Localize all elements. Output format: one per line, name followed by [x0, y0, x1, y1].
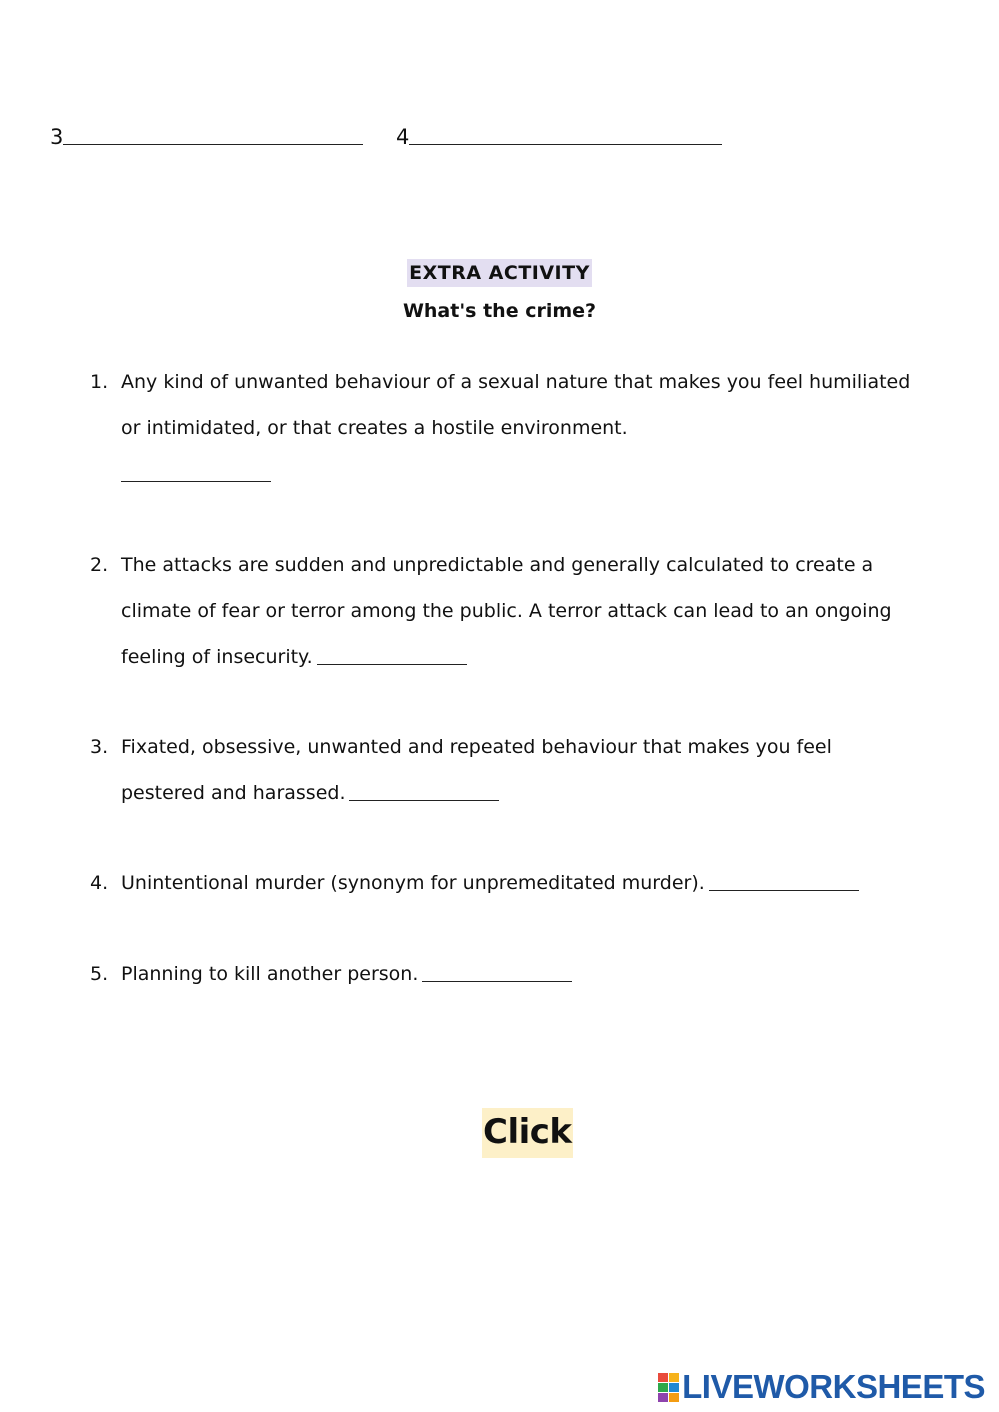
question-text: Fixated, obsessive, unwanted and repeated behaviour that makes you feel pestered and harassed.: [121, 736, 832, 804]
brand-name: LIVEWORKSHEETS: [682, 1368, 985, 1405]
answer-input-3[interactable]: [63, 122, 363, 145]
blank-label: 4: [396, 125, 410, 149]
question-text: Any kind of unwanted behaviour of a sexual nature that makes you feel humiliated or intimidated, or that creates a hostile environment.: [121, 371, 911, 439]
question-3: [90, 724, 930, 816]
question-number: 4.: [90, 872, 109, 894]
answer-input-q3[interactable]: [349, 780, 499, 801]
question-number: 3.: [90, 736, 109, 758]
question-text: Unintentional murder (synonym for unpremeditated murder).: [121, 872, 705, 894]
question-5: [90, 951, 930, 997]
question-number: 5.: [90, 963, 109, 985]
liveworksheets-logo-icon: [658, 1373, 678, 1401]
answer-input-4[interactable]: [409, 122, 722, 145]
question-4: [90, 860, 930, 906]
question-1: [90, 359, 930, 497]
question-text: The attacks are sudden and unpredictable and generally calculated to create a climate of fear or terror among the public. A terror attack can lead to an ongoing feeling of insecurity.: [121, 554, 892, 668]
answer-blank-3: [50, 122, 363, 149]
question-2: [90, 542, 930, 680]
crime-subtitle: What's the crime?: [402, 300, 597, 322]
answer-input-q5[interactable]: [422, 961, 572, 982]
liveworksheets-branding: [658, 1370, 985, 1404]
answer-input-q1[interactable]: [121, 461, 271, 482]
answer-input-q4[interactable]: [709, 870, 859, 891]
answer-input-q2[interactable]: [317, 644, 467, 665]
extra-activity-title: EXTRA ACTIVITY: [407, 259, 592, 287]
answer-blank-4: [396, 122, 722, 149]
click-button[interactable]: Click: [482, 1108, 573, 1158]
blank-label: 3: [50, 125, 64, 149]
extra-activity-heading: [0, 262, 999, 284]
question-number: 2.: [90, 554, 109, 576]
question-text: Planning to kill another person.: [121, 963, 419, 985]
question-number: 1.: [90, 371, 109, 393]
